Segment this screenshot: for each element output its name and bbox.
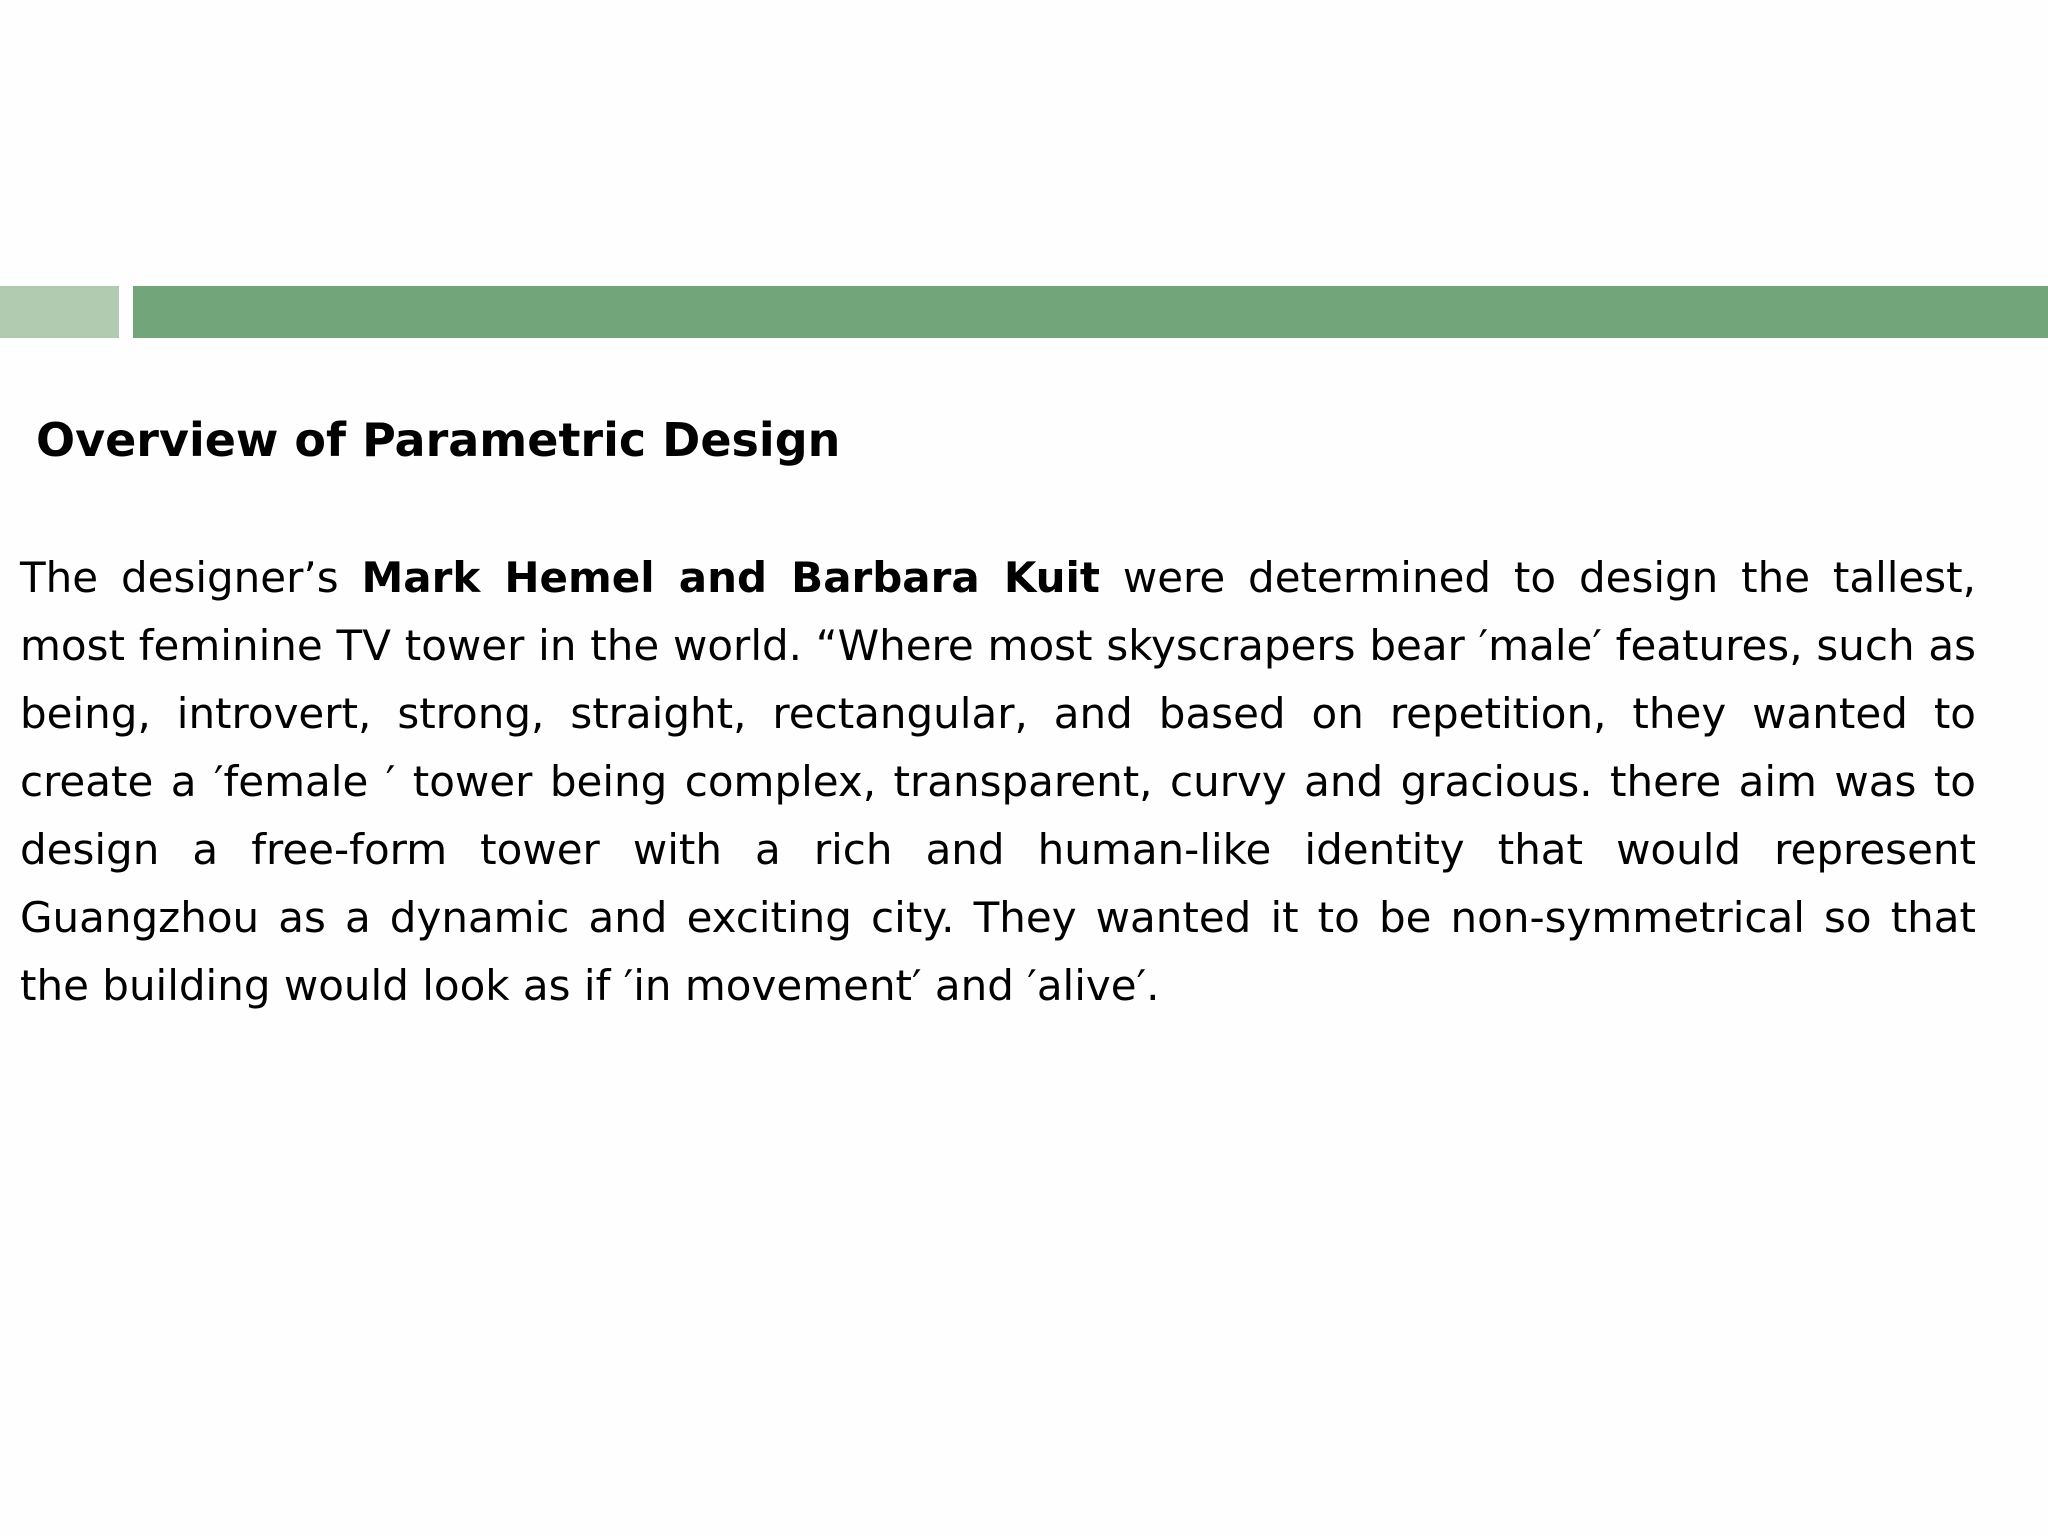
designer-names: Mark Hemel and Barbara Kuit <box>361 553 1100 602</box>
body-paragraph <box>20 544 1976 1020</box>
title-accent-bar <box>133 286 2048 338</box>
paragraph-lead: The designer’s <box>20 553 362 602</box>
paragraph-rest: were determined to design the tallest, most feminine TV tower in the world. “Where most skyscrapers bear ′male′ features, such as being, introvert, strong, straight, rectangular, and based on repetition, they wanted to create a ′female ′ tower being complex, transparent, curvy and gracious. there aim was to design a free-form tower with a rich and human-like identity that would represent Guangzhou as a dynamic and exciting city. They wanted it to be non-symmetrical so that the building would look as if ′in movement′ and ′alive′. <box>20 553 1976 1010</box>
title-accent-bar-light <box>0 286 119 338</box>
slide-heading: Overview of Parametric Design <box>36 413 841 467</box>
